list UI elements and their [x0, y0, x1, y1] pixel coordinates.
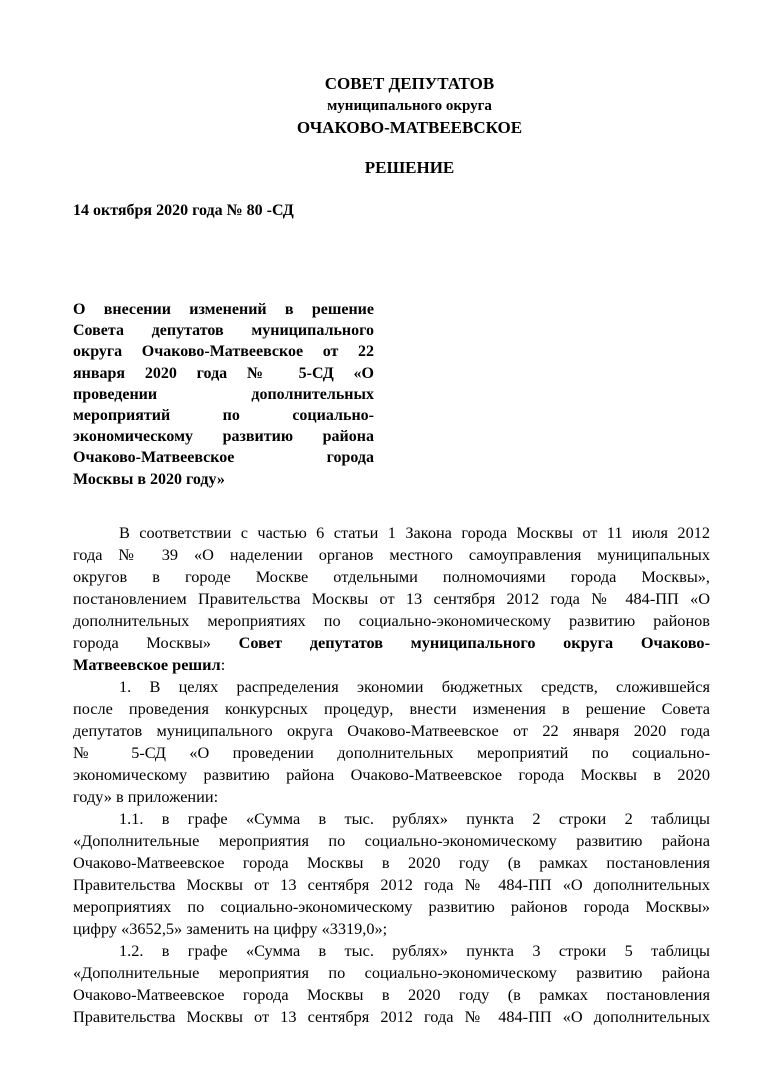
body-line: депутатов муниципального округа Очаково-Матвеевское от 22 января 2020 года	[73, 721, 710, 740]
body-line: 1.1. в графе «Сумма в тыс. рублях» пункта 2 строки 2 таблицы	[119, 809, 710, 828]
body-line: цифру «3652,5» заменить на цифру «3319,0»;	[73, 919, 388, 938]
council-title: СОВЕТ ДЕПУТАТОВ	[324, 74, 495, 93]
body-line: 1.2. в графе «Сумма в тыс. рублях» пункта 3 строки 5 таблицы	[119, 941, 710, 960]
decision-title: РЕШЕНИЕ	[364, 158, 455, 177]
body-line-mixed	[73, 632, 710, 654]
body-line: Очаково-Матвеевское города Москвы в 2020 году (в рамках постановления	[73, 985, 710, 1004]
body-line: «Дополнительные мероприятия по социально-экономическому развитию района	[73, 963, 710, 982]
subject-line: экономическому развитию района	[73, 428, 374, 446]
district-subtitle: муниципального округа	[327, 98, 492, 114]
body-line: мероприятиях по социально-экономическому развитию районов города Москвы»	[73, 897, 710, 916]
subject-line: округа Очаково-Матвеевское от 22	[73, 343, 374, 361]
council-resolution-bold: Совет депутатов муниципального округа Очаково-	[238, 633, 710, 652]
subject-line: О внесении изменений в решение	[73, 301, 374, 318]
body-line: № 5-СД «О проведении дополнительных мероприятий по социально-	[73, 743, 710, 762]
decision-body	[73, 522, 710, 1028]
body-line: Очаково-Матвеевское города Москвы в 2020 году (в рамках постановления	[73, 853, 710, 872]
subject-line: мероприятий по социально-	[73, 406, 374, 424]
subject-line: проведении дополнительных	[73, 385, 374, 403]
body-line: постановлением Правительства Москвы от 13 сентября 2012 года № 484-ПП «О	[73, 589, 710, 608]
body-line: 1. В целях распределения экономии бюджетных средств, сложившейся	[119, 677, 710, 696]
body-text-normal: :	[220, 655, 226, 674]
subject-line: Очаково-Матвеевское города	[73, 449, 374, 467]
body-line: года № 39 «О наделении органов местного самоуправления муниципальных	[73, 545, 710, 564]
body-line: экономическому развитию района Очаково-Матвеевское города Москвы в 2020	[73, 765, 710, 784]
subject-line: Совета депутатов муниципального	[73, 322, 374, 340]
subject-line: января 2020 года № 5-СД «О	[73, 364, 374, 382]
body-line: округов в городе Москве отдельными полномочиями города Москвы»,	[73, 567, 710, 586]
council-resolution-bold: Матвеевское решил	[73, 655, 221, 674]
body-line: В соответствии с частью 6 статьи 1 Закона города Москвы от 11 июля 2012	[119, 523, 710, 542]
subject-line: Москвы в 2020 году»	[73, 470, 225, 488]
district-name: ОЧАКОВО-МАТВЕЕВСКОЕ	[296, 118, 523, 137]
decision-date-number: 14 октября 2020 года № 80 -СД	[73, 202, 294, 219]
body-line: дополнительных мероприятиях по социально-экономическому развитию районов	[73, 611, 710, 630]
body-line-mixed	[73, 654, 710, 676]
body-line: Правительства Москвы от 13 сентября 2012 года № 484-ПП «О дополнительных	[73, 875, 710, 894]
body-text-normal: города Москвы»	[73, 633, 239, 652]
decision-subject	[73, 299, 374, 490]
body-line: году» в приложении:	[73, 787, 219, 806]
body-line: «Дополнительные мероприятия по социально-экономическому развитию района	[73, 831, 710, 850]
body-line: Правительства Москвы от 13 сентября 2012 года № 484-ПП «О дополнительных	[73, 1007, 710, 1026]
body-line: после проведения конкурсных процедур, внести изменения в решение Совета	[73, 699, 710, 718]
